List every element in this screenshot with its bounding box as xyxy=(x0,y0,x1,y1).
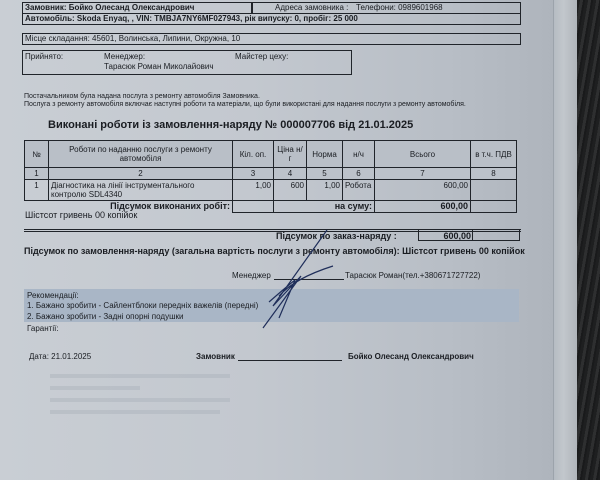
guarantee-label: Гарантії: xyxy=(27,324,59,333)
col-header-price: Ціна н/г xyxy=(274,141,307,168)
table-row xyxy=(25,180,517,201)
col-header-total: Всього xyxy=(375,141,471,168)
intro-line-2: Послуга з ремонту автомобіля включає наступні роботи та матеріали, що були використані для надання послуги з ремонту автомобіля. xyxy=(24,101,466,108)
manager-label: Менеджер: xyxy=(104,52,146,61)
col-header-vat: в т.ч. ПДВ xyxy=(471,141,517,168)
footer-date: Дата: 21.01.2025 xyxy=(29,352,92,361)
col-header-name: Роботи по наданню послуги з ремонту автомобіля xyxy=(49,141,233,168)
col-header-no: № xyxy=(25,141,49,168)
col-number: 2 xyxy=(49,168,233,180)
col-header-qty: Кіл. оп. xyxy=(233,141,274,168)
sum-value: 600,00 xyxy=(375,201,471,213)
subtotal-label: Підсумок виконаних робіт: xyxy=(25,201,233,213)
place-info: Місце складання: 45601, Волинська, Липини, Окружна, 10 xyxy=(25,34,241,43)
col-number: 5 xyxy=(307,168,343,180)
bleed-through-text xyxy=(50,386,140,390)
order-total-value: 600,00 xyxy=(443,231,471,241)
row-no: 1 xyxy=(25,180,49,201)
recommendation-item: 1. Бажано зробити - Сайлентблоки передніх важелів (передні) xyxy=(27,301,259,310)
background-surface xyxy=(577,0,600,480)
sum-vat-empty xyxy=(471,201,517,213)
col-number: 8 xyxy=(471,168,517,180)
bleed-through-text xyxy=(50,398,230,402)
vehicle-info: Автомобіль: Skoda Enyaq, , VIN: TMBJA7NY6MF027943, рік випуску: 0, пробіг: 25 000 xyxy=(25,14,358,23)
works-table xyxy=(24,140,517,213)
row-total: 600,00 xyxy=(375,180,471,201)
row-unit: Робота xyxy=(343,180,375,201)
row-vat xyxy=(471,180,517,201)
footer-customer-label: Замовник xyxy=(196,352,235,361)
order-total-full: Підсумок по замовлення-наряду (загальна вартість послуги з ремонту автомобіля): Шістсот гривень 00 копійок xyxy=(24,246,525,256)
row-work-name: Діагностика на лінії інструментального контролю SDL4340 xyxy=(49,180,233,201)
footer-customer-name: Бойко Олесанд Олександрович xyxy=(348,352,474,361)
accepted-label: Прийнято: xyxy=(25,52,64,61)
manager-signature-name: Тарасюк Роман(тел.+380671727722) xyxy=(345,271,481,280)
manager-signature-label: Менеджер xyxy=(232,271,271,280)
sum-in-words: Шістсот гривень 00 копійок xyxy=(25,210,138,220)
customer-phones: Телефони: 0989601968 xyxy=(356,3,443,12)
subtotal-empty xyxy=(233,201,274,213)
bleed-through-text xyxy=(50,410,220,414)
paper-edge xyxy=(553,0,578,480)
intro-line-1: Постачальником була надана послуга з ремонту автомобіля Замовника. xyxy=(24,93,260,100)
works-title: Виконані роботи із замовлення-наряду № 000007706 від 21.01.2025 xyxy=(48,119,414,131)
recommendation-item: 2. Бажано зробити - Задні опорні подушки xyxy=(27,312,184,321)
order-total-label: Підсумок по заказ-наряду : xyxy=(276,231,397,241)
recommendations-label: Рекомендації: xyxy=(27,291,79,300)
manager-name: Тарасюк Роман Миколайович xyxy=(104,62,214,71)
table-header-row xyxy=(25,141,517,168)
column-numbers-row xyxy=(25,168,517,180)
col-header-norm: Норма xyxy=(307,141,343,168)
customer-name: Замовник: Бойко Олесанд Олександрович xyxy=(25,3,195,12)
foreman-label: Майстер цеху: xyxy=(235,52,289,61)
row-qty: 1,00 xyxy=(233,180,274,201)
col-number: 1 xyxy=(25,168,49,180)
col-number: 6 xyxy=(343,168,375,180)
col-number: 3 xyxy=(233,168,274,180)
row-price: 600 xyxy=(274,180,307,201)
sum-label: на суму: xyxy=(274,201,375,213)
col-number: 7 xyxy=(375,168,471,180)
footer-customer-signature-line xyxy=(238,360,342,361)
row-norm: 1,00 xyxy=(307,180,343,201)
signature-scribble-icon xyxy=(255,228,365,338)
order-total-divider xyxy=(472,229,473,241)
col-number: 4 xyxy=(274,168,307,180)
col-header-unit: н/ч xyxy=(343,141,375,168)
customer-address-label: Адреса замовника : xyxy=(275,3,349,12)
bleed-through-text xyxy=(50,374,230,378)
